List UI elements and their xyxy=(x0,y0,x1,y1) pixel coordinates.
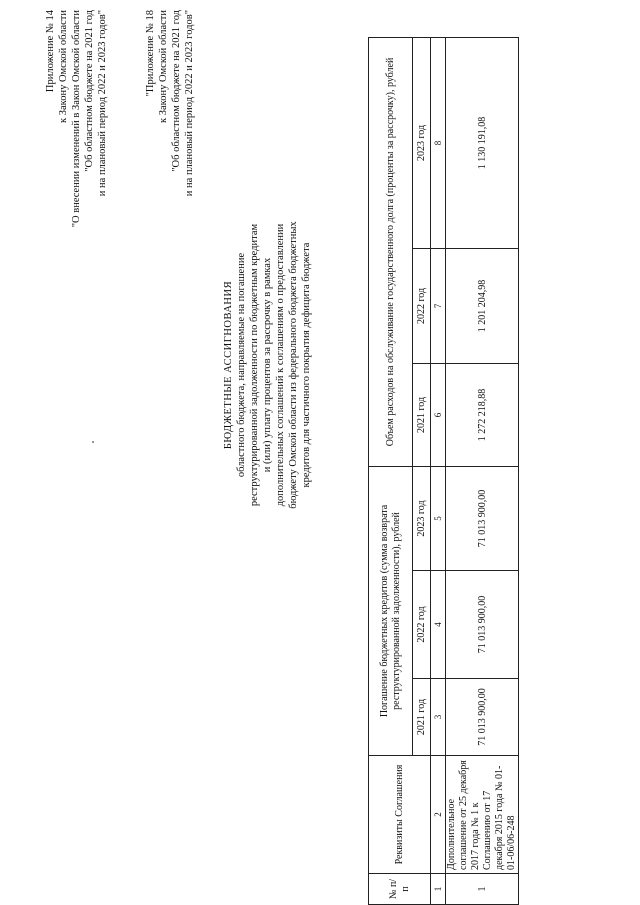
title-line: дополнительных соглашений к соглашениям о предоставлении xyxy=(275,223,286,507)
interest-2023: 1 130 191,08 xyxy=(446,37,519,248)
group-header-interest: Объем расходов на обслуживание государственного долга (проценты за рассрочку), рублей xyxy=(369,37,413,466)
scan-speck xyxy=(92,441,94,443)
column-index: 5 xyxy=(431,466,446,570)
document-title xyxy=(222,205,313,525)
repayment-2021: 71 013 900,00 xyxy=(446,679,519,756)
table-header-row xyxy=(369,37,413,904)
title-line: и (или) уплату процентов за рассрочку в рамках xyxy=(262,257,273,473)
agreement-requisites: Дополнительное соглашение от 25 декабря 2017 года № 1 к Соглашению от 17 декабря 2015 года № 01-01-06/06-248 xyxy=(446,756,519,874)
year-header: 2021 год xyxy=(413,679,431,756)
appendix-18-line: к Закону Омской области xyxy=(158,10,169,124)
title-line: бюджету Омской области из федерального бюджета бюджетных xyxy=(288,221,299,509)
appendix-18-header xyxy=(144,10,196,196)
year-header: 2022 год xyxy=(413,571,431,679)
column-index: 4 xyxy=(431,571,446,679)
column-index: 1 xyxy=(431,874,446,905)
year-header: 2023 год xyxy=(413,37,431,248)
table-row xyxy=(446,37,519,904)
column-index: 7 xyxy=(431,248,446,363)
appendix-14-header xyxy=(44,10,109,227)
column-index: 2 xyxy=(431,756,446,874)
interest-2021: 1 272 218,88 xyxy=(446,363,519,466)
appendix-14-line: "О внесении изменений в Закон Омской области xyxy=(71,10,82,228)
row-number: 1 xyxy=(446,874,519,905)
appendix-14-line: Приложение № 14 xyxy=(45,10,56,93)
col-header-requisites: Реквизиты Соглашения xyxy=(369,756,431,874)
appendix-14-line: и на плановый период 2022 и 2023 годов" xyxy=(97,10,108,197)
group-header-repayment: Погашение бюджетных кредитов (сумма возврата реструктурированной задолженности), рублей xyxy=(369,466,413,755)
year-header: 2023 год xyxy=(413,466,431,570)
repayment-2022: 71 013 900,00 xyxy=(446,571,519,679)
allocations-table xyxy=(368,37,519,905)
appendix-14-line: "Об областном бюджете на 2021 год xyxy=(84,10,95,172)
interest-2022: 1 201 204,98 xyxy=(446,248,519,363)
title-line: областного бюджета, направляемые на погашение xyxy=(236,252,247,478)
column-index-row xyxy=(431,37,446,904)
year-header: 2021 год xyxy=(413,363,431,466)
column-index: 6 xyxy=(431,363,446,466)
appendix-18-line: "Приложение № 18 xyxy=(145,10,156,97)
repayment-2023: 71 013 900,00 xyxy=(446,466,519,570)
appendix-18-line: и на плановый период 2022 и 2023 годов" xyxy=(184,10,195,197)
title-line: реструктурированной задолженности по бюджетным кредитам xyxy=(249,223,260,507)
column-index: 8 xyxy=(431,37,446,248)
col-header-num: № п/п xyxy=(369,874,431,905)
title-main: БЮДЖЕТНЫЕ АССИГНОВАНИЯ xyxy=(223,280,234,450)
title-line: кредитов для частичного покрытия дефицита бюджета xyxy=(301,242,312,488)
appendix-14-line: к Закону Омской области xyxy=(58,10,69,124)
column-index: 3 xyxy=(431,679,446,756)
year-header: 2022 год xyxy=(413,248,431,363)
appendix-18-line: "Об областном бюджете на 2021 год xyxy=(171,10,182,172)
